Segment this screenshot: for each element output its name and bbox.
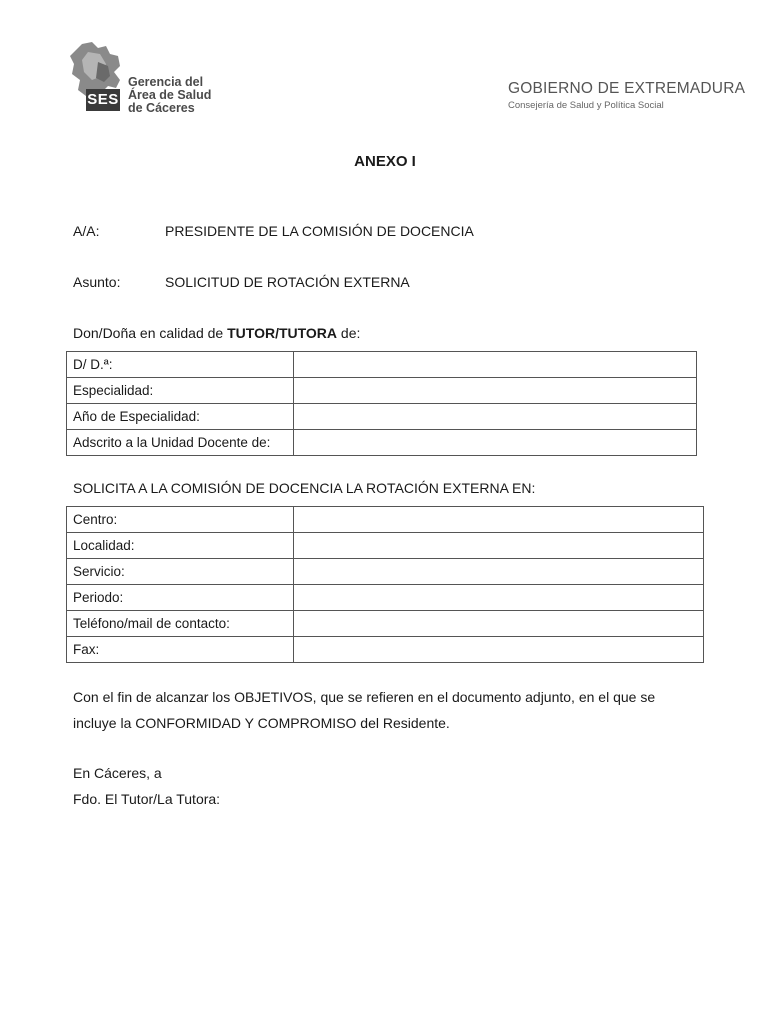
gobierno-title: GOBIERNO DE EXTREMADURA [508, 80, 746, 97]
field-input[interactable] [294, 559, 704, 585]
field-input[interactable] [294, 507, 704, 533]
table-row [67, 559, 704, 585]
field-input[interactable] [294, 430, 697, 456]
gerencia-line: de Cáceres [128, 101, 195, 115]
paragraph-line: Con el fin de alcanzar los OBJETIVOS, que se refieren en el documento adjunto, en el que se [73, 689, 656, 705]
tutor-table [66, 351, 697, 456]
field-input[interactable] [294, 352, 697, 378]
table-row [67, 611, 704, 637]
objectives-paragraph [73, 684, 655, 736]
tutor-intro-text: Don/Doña en calidad de [73, 325, 228, 341]
field-input[interactable] [294, 585, 704, 611]
field-label: Servicio: [67, 559, 294, 585]
tutor-intro-end: de: [337, 325, 361, 341]
addressee-label: A/A: [73, 223, 100, 239]
subject-value: SOLICITUD DE ROTACIÓN EXTERNA [165, 274, 410, 290]
subject-label: Asunto: [73, 274, 121, 290]
field-label: Teléfono/mail de contacto: [67, 611, 294, 637]
table-row [67, 637, 704, 663]
ses-logo [68, 42, 218, 122]
field-label: Centro: [67, 507, 294, 533]
signature-line: Fdo. El Tutor/La Tutora: [73, 791, 221, 807]
field-label: Localidad: [67, 533, 294, 559]
field-label: Especialidad: [67, 378, 294, 404]
document-title: ANEXO I [354, 153, 416, 170]
field-input[interactable] [294, 637, 704, 663]
paragraph-line: incluye la CONFORMIDAD Y COMPROMISO del Residente. [73, 715, 450, 731]
field-input[interactable] [294, 378, 697, 404]
field-input[interactable] [294, 404, 697, 430]
table-row [67, 378, 697, 404]
field-input[interactable] [294, 611, 704, 637]
addressee-value: PRESIDENTE DE LA COMISIÓN DE DOCENCIA [165, 223, 474, 239]
place-date: En Cáceres, a [73, 765, 162, 781]
gerencia-line: Área de Salud [128, 88, 212, 102]
field-label: D/ D.ª: [67, 352, 294, 378]
table-row [67, 430, 697, 456]
table-row [67, 352, 697, 378]
field-label: Fax: [67, 637, 294, 663]
request-heading: SOLICITA A LA COMISIÓN DE DOCENCIA LA ROTACIÓN EXTERNA EN: [73, 480, 536, 496]
rotation-table [66, 506, 704, 663]
table-row [67, 585, 704, 611]
field-label: Año de Especialidad: [67, 404, 294, 430]
field-label: Periodo: [67, 585, 294, 611]
gerencia-text [128, 76, 211, 115]
gobierno-subtitle: Consejería de Salud y Política Social [508, 100, 664, 111]
table-row [67, 507, 704, 533]
tutor-intro-bold: TUTOR/TUTORA [227, 325, 338, 341]
field-label: Adscrito a la Unidad Docente de: [67, 430, 294, 456]
tutor-intro [73, 325, 360, 341]
table-row [67, 404, 697, 430]
table-row [67, 533, 704, 559]
ses-badge: SES [86, 89, 120, 111]
field-input[interactable] [294, 533, 704, 559]
gerencia-line: Gerencia del [128, 75, 204, 89]
gobierno-logo [508, 80, 745, 111]
